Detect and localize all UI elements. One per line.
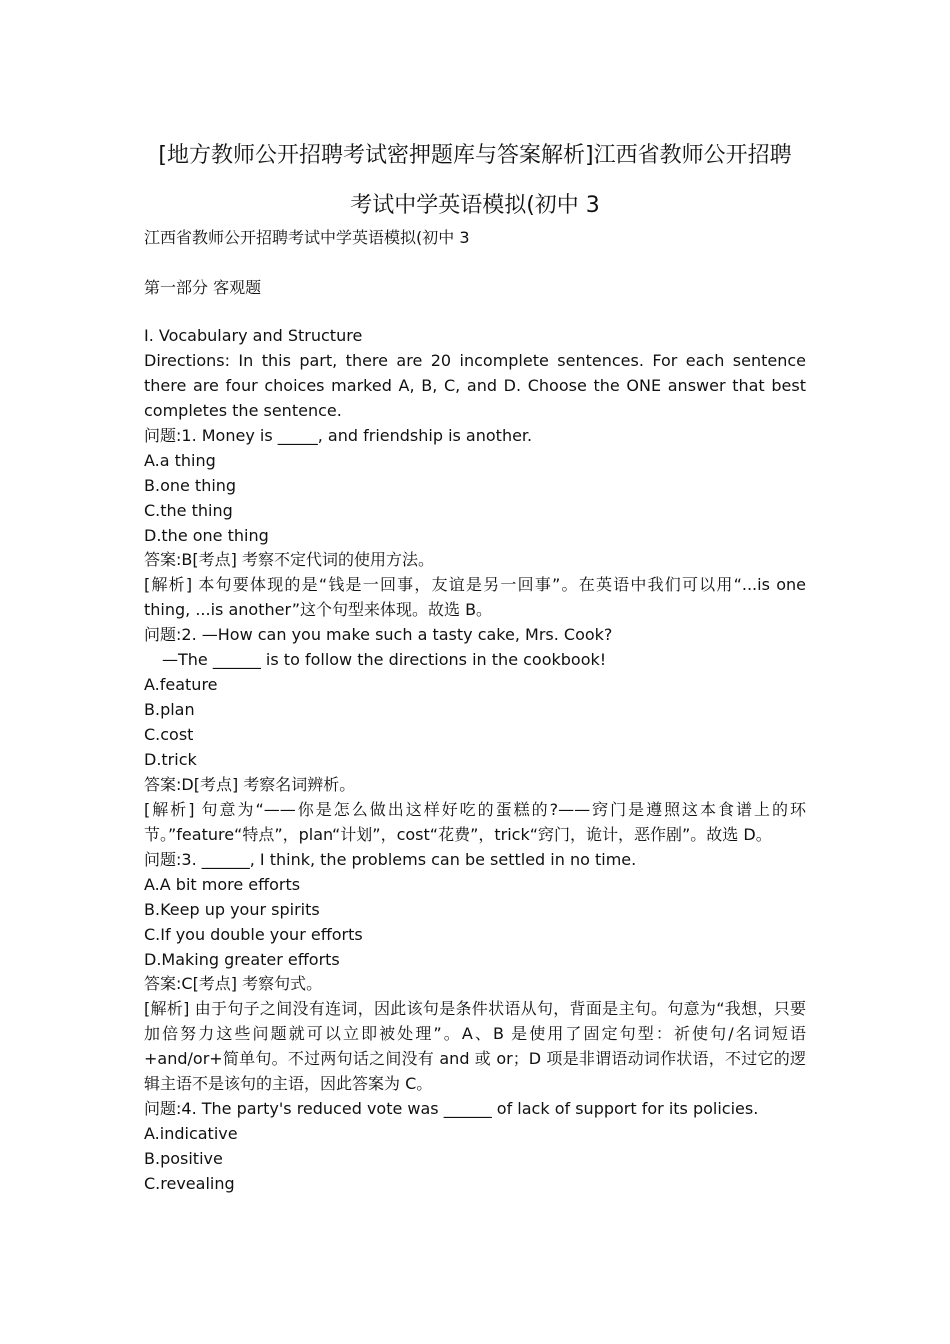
answer-line: 答案:B[考点] 考察不定代词的使用方法。 (144, 550, 434, 570)
title-line-1: [地方教师公开招聘考试密押题库与答案解析]江西省教师公开招聘 (158, 143, 792, 168)
option-b: B.one thing (144, 475, 237, 495)
question-stem: 问题:2. —How can you make such a tasty cake, Mrs. Cook? (144, 625, 613, 645)
option-d: D.Making greater efforts (144, 949, 340, 969)
option-a: A.A bit more efforts (144, 874, 301, 894)
question-stem: 问题:3. ______, I think, the problems can be settled in no time. (144, 849, 637, 869)
analysis-paragraph: [解析] 本句要体现的是“钱是一回事，友谊是另一回事”。在英语中我们可以用“...is one thing, ...is another”这个句型来体现。故选 B。 (144, 575, 806, 620)
part-heading: 第一部分 客观题 (144, 278, 262, 297)
option-a: A.feature (144, 675, 218, 695)
option-a: A.indicative (144, 1124, 238, 1144)
option-d: D.the one thing (144, 525, 269, 545)
option-b: B.positive (144, 1149, 223, 1169)
option-b: B.plan (144, 700, 195, 720)
option-c: C.If you double your efforts (144, 924, 363, 944)
option-c: C.cost (144, 725, 194, 745)
document-title (144, 131, 806, 231)
analysis-paragraph: [解析] 由于句子之间没有连词，因此该句是条件状语从句，背面是主句。句意为“我想，只要加倍努力这些问题就可以立即被处理”。A、B 是使用了固定句型：祈使句/名词短语+and/or+简单句。不过两句话之间没有 and 或 or；D 项是非谓语动词作状语，不过它的逻辑主语不是该句的主语，因此答案为 C。 (144, 999, 806, 1094)
option-b: B.Keep up your spirits (144, 899, 320, 919)
title-line-2: 考试中学英语模拟(初中 3 (350, 193, 600, 218)
question-block-2 (144, 623, 806, 847)
section-heading: Ⅰ. Vocabulary and Structure (144, 326, 363, 345)
option-c: C.revealing (144, 1174, 235, 1194)
question-block-4 (144, 1097, 806, 1197)
answer-line: 答案:C[考点] 考察句式。 (144, 974, 323, 994)
directions-paragraph: Directions: In this part, there are 20 incomplete sentences. For each sentence there are four choices marked A, B, C, and D. Choose the ONE answer that best completes the sentence. (144, 350, 806, 420)
option-d: D.trick (144, 750, 197, 770)
question-stem-continued: —The ______ is to follow the directions in the cookbook! (162, 650, 607, 670)
document-body (144, 324, 806, 1197)
option-c: C.the thing (144, 500, 233, 520)
analysis-paragraph: [解析] 句意为“——你是怎么做出这样好吃的蛋糕的?——窍门是遵照这本食谱上的环节。”feature“特点”，plan“计划”，cost“花费”，trick“窍门，诡计，恶作剧”。故选 D。 (144, 799, 806, 844)
answer-line: 答案:D[考点] 考察名词辨析。 (144, 774, 356, 794)
question-stem: 问题:4. The party's reduced vote was ______ of lack of support for its policies. (144, 1099, 759, 1119)
question-stem: 问题:1. Money is _____, and friendship is another. (144, 425, 533, 445)
document-subtitle: 江西省教师公开招聘考试中学英语模拟(初中 3 (144, 228, 470, 247)
question-block-3 (144, 848, 806, 1097)
option-a: A.a thing (144, 450, 216, 470)
question-block-1 (144, 424, 806, 624)
